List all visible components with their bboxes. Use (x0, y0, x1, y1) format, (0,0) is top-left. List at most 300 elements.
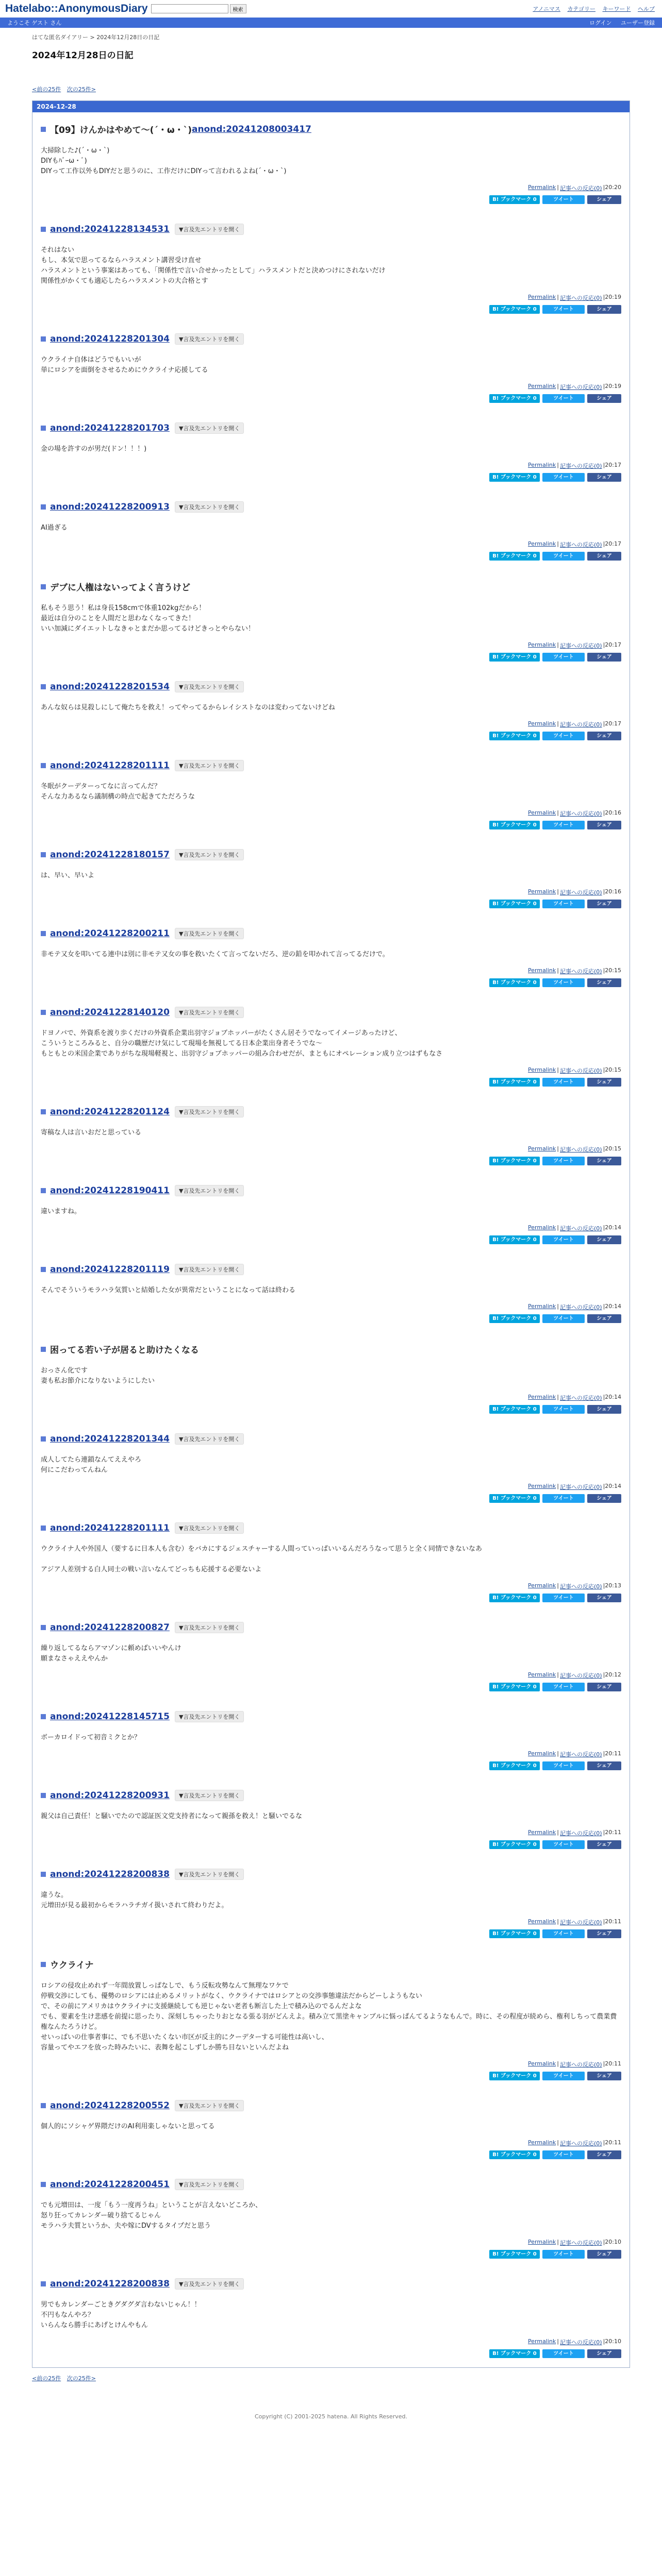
entry (32, 1701, 630, 1780)
tweet-button[interactable]: ツイート (542, 900, 585, 908)
tweet-button[interactable]: ツイート (542, 394, 585, 403)
entry-anond-link[interactable]: anond:20241208003417 (191, 124, 311, 134)
tweet-button[interactable]: ツイート (542, 305, 585, 314)
hatena-bookmark-button[interactable]: B! ブックマーク 0 (489, 653, 540, 662)
entry-anond-link[interactable]: anond:20241228201703 (50, 423, 170, 433)
open-reference-button[interactable]: ▼言及先エントリを開く (175, 1622, 244, 1633)
entry-time: 20:15 (605, 1066, 621, 1073)
entry-anond-link[interactable]: anond:20241228201534 (50, 682, 170, 692)
permalink[interactable]: Permalink (528, 540, 556, 547)
entry-title (41, 1522, 621, 1534)
entry-title-text: デブに人権はないってよく言うけど (50, 583, 190, 593)
open-reference-button[interactable]: ▼言及先エントリを開く (175, 681, 244, 692)
permalink[interactable]: Permalink (528, 2060, 556, 2067)
share-buttons (41, 1235, 621, 1244)
open-reference-button[interactable]: ▼言及先エントリを開く (175, 422, 244, 434)
reaction-count-link[interactable]: 記事への反応(0) (559, 889, 602, 896)
entry-body (41, 871, 621, 881)
tweet-button[interactable]: ツイート (542, 1405, 585, 1414)
reaction-count-link[interactable]: 記事への反応(0) (559, 1225, 602, 1232)
hatena-bookmark-button[interactable]: B! ブックマーク 0 (489, 1314, 540, 1323)
entry-paragraph: 寄稿な人は言いおだと思っている (41, 1129, 142, 1137)
entry-time: 20:11 (605, 2060, 621, 2067)
entry-paragraph: 親父は自己責任！と騒いでたので認証医文党支持者になって親孫を救え！と騒いでるな (41, 1812, 303, 1820)
entry-footer (41, 294, 621, 302)
entry-anond-link[interactable]: anond:20241228200913 (50, 502, 170, 512)
entry (32, 412, 630, 491)
tweet-button[interactable]: ツイート (542, 1494, 585, 1503)
entry-paragraph: 大掃除した♪(´・ω・`) (41, 147, 110, 155)
share-buttons (41, 1761, 621, 1770)
tweet-button[interactable]: ツイート (542, 2150, 585, 2159)
entry-paragraph: おっさん化です (41, 1367, 88, 1375)
entry-square-icon (41, 1188, 46, 1193)
hatena-bookmark-button[interactable]: B! ブックマーク 0 (489, 1929, 540, 1938)
entry-paragraph: 容量ってやエフを放った時みたいに、表舞を起こしずしか勝ち目ないといんだよね (41, 2044, 289, 2052)
hatena-bookmark-button[interactable]: B! ブックマーク 0 (489, 1078, 540, 1087)
tweet-button[interactable]: ツイート (542, 195, 585, 204)
entry-body (41, 1811, 621, 1822)
permalink[interactable]: Permalink (528, 383, 556, 389)
tweet-button[interactable]: ツイート (542, 2349, 585, 2358)
hatena-bookmark-button[interactable]: B! ブックマーク 0 (489, 1494, 540, 1503)
hatena-bookmark-button[interactable]: B! ブックマーク 0 (489, 1683, 540, 1691)
separator: | (557, 2239, 559, 2245)
entry-anond-link[interactable]: anond:20241228200838 (50, 2279, 170, 2289)
tweet-button[interactable]: ツイート (542, 552, 585, 561)
entry-anond-link[interactable]: anond:20241228200827 (50, 1622, 170, 1633)
welcome-text[interactable]: ようこそ ゲスト さん (7, 20, 62, 26)
entry-title (41, 2278, 621, 2290)
entry-paragraph: 最近は自分のことを人間だと思わなくなってきた！ (41, 615, 195, 622)
facebook-share-button[interactable]: シェア (587, 2072, 621, 2080)
entry-anond-link[interactable]: anond:20241228201344 (50, 1434, 170, 1444)
entry-time: 20:12 (605, 1671, 621, 1678)
facebook-share-button[interactable]: シェア (587, 653, 621, 662)
entry-body (41, 523, 621, 533)
reaction-count-link[interactable]: 記事への反応(0) (559, 1830, 602, 1837)
entry-body (41, 355, 621, 376)
separator: | (557, 1750, 559, 1757)
entry-anond-link[interactable]: anond:20241228201124 (50, 1107, 170, 1117)
hatena-bookmark-button[interactable]: B! ブックマーク 0 (489, 1405, 540, 1414)
separator: | (603, 1224, 605, 1231)
reaction-count-link[interactable]: 記事への反応(0) (559, 541, 602, 548)
hatena-bookmark-button[interactable]: B! ブックマーク 0 (489, 821, 540, 829)
reaction-count-link[interactable]: 記事への反応(0) (559, 2240, 602, 2246)
facebook-share-button[interactable]: シェア (587, 195, 621, 204)
tweet-button[interactable]: ツイート (542, 1157, 585, 1165)
hatena-bookmark-button[interactable]: B! ブックマーク 0 (489, 978, 540, 987)
share-buttons (41, 1405, 621, 1414)
entry-square-icon (41, 1526, 46, 1531)
hatena-bookmark-button[interactable]: B! ブックマーク 0 (489, 732, 540, 740)
tweet-button[interactable]: ツイート (542, 473, 585, 482)
tweet-button[interactable]: ツイート (542, 1235, 585, 1244)
open-reference-button[interactable]: ▼言及先エントリを開く (175, 1522, 244, 1534)
entry-footer (41, 888, 621, 896)
entry (32, 839, 630, 918)
entry-anond-link[interactable]: anond:20241228180157 (50, 850, 170, 860)
facebook-share-button[interactable]: シェア (587, 473, 621, 482)
permalink[interactable]: Permalink (528, 967, 556, 974)
hatena-bookmark-button[interactable]: B! ブックマーク 0 (489, 195, 540, 204)
entry-footer (41, 809, 621, 818)
hatena-bookmark-button[interactable]: B! ブックマーク 0 (489, 1235, 540, 1244)
separator: | (603, 2338, 605, 2345)
separator: | (557, 2060, 559, 2067)
breadcrumb[interactable]: はてな匿名ダイアリー > 2024年12月28日の日記 (32, 34, 160, 41)
entry-square-icon (41, 852, 46, 857)
facebook-share-button[interactable]: シェア (587, 552, 621, 561)
entry-title (41, 580, 621, 593)
entry-footer (41, 967, 621, 975)
tweet-button[interactable]: ツイート (542, 2250, 585, 2259)
share-buttons (41, 2349, 621, 2358)
header-link-help[interactable]: ヘルプ (638, 6, 655, 12)
permalink[interactable]: Permalink (528, 1066, 556, 1073)
separator: | (557, 462, 559, 468)
entry (32, 671, 630, 750)
facebook-share-button[interactable]: シェア (587, 1078, 621, 1087)
reaction-count-link[interactable]: 記事への反応(0) (559, 1067, 602, 1074)
separator: | (603, 641, 605, 648)
facebook-share-button[interactable]: シェア (587, 1683, 621, 1691)
tweet-button[interactable]: ツイート (542, 1078, 585, 1087)
entry-body (41, 1981, 621, 2053)
entry-footer (41, 2139, 621, 2147)
hatena-bookmark-button[interactable]: B! ブックマーク 0 (489, 1840, 540, 1849)
header-links (527, 5, 655, 13)
pager-next[interactable]: 次の25件> (67, 2375, 96, 2382)
permalink[interactable]: Permalink (528, 2338, 556, 2345)
facebook-share-button[interactable]: シェア (587, 1235, 621, 1244)
hatena-bookmark-button[interactable]: B! ブックマーク 0 (489, 900, 540, 908)
login-link[interactable]: ログイン (589, 20, 612, 26)
separator: | (603, 1671, 605, 1678)
permalink[interactable]: Permalink (528, 1671, 556, 1678)
separator: | (603, 294, 605, 300)
facebook-share-button[interactable]: シェア (587, 305, 621, 314)
open-reference-button[interactable]: ▼言及先エントリを開く (175, 760, 244, 771)
entry-title-text: 【09】けんかはやめて〜(´・ω・`) (50, 125, 192, 135)
reaction-count-link[interactable]: 記事への反応(0) (559, 642, 602, 649)
facebook-share-button[interactable]: シェア (587, 1929, 621, 1938)
tweet-button[interactable]: ツイート (542, 1840, 585, 1849)
separator: | (603, 1303, 605, 1310)
entry-time: 20:11 (605, 1829, 621, 1836)
entry-title (41, 422, 621, 434)
entry-anond-link[interactable]: anond:20241228200931 (50, 1790, 170, 1801)
permalink[interactable]: Permalink (528, 2139, 556, 2146)
tweet-button[interactable]: ツイート (542, 1594, 585, 1602)
entry-anond-link[interactable]: anond:20241228201119 (50, 1264, 170, 1275)
facebook-share-button[interactable]: シェア (587, 1840, 621, 1849)
open-reference-button[interactable]: ▼言及先エントリを開く (175, 1790, 244, 1801)
entry (32, 996, 630, 1096)
open-reference-button[interactable]: ▼言及先エントリを開く (175, 1869, 244, 1880)
tweet-button[interactable]: ツイート (542, 978, 585, 987)
entry-paragraph: 違いますね。 (41, 1208, 81, 1215)
open-reference-button[interactable]: ▼言及先エントリを開く (175, 333, 244, 345)
permalink[interactable]: Permalink (528, 462, 556, 468)
entry-anond-link[interactable]: anond:20241228200211 (50, 928, 170, 939)
main-content (0, 28, 662, 2427)
entry-paragraph: ロシアの侵攻止めれず一年間放置しっぱなしで、もう反転攻勢なんて無理なワケで (41, 1982, 289, 1990)
open-reference-button[interactable]: ▼言及先エントリを開く (175, 1007, 244, 1018)
open-reference-button[interactable]: ▼言及先エントリを開く (175, 849, 244, 860)
reaction-count-link[interactable]: 記事への反応(0) (559, 968, 602, 975)
tweet-button[interactable]: ツイート (542, 1314, 585, 1323)
tweet-button[interactable]: ツイート (542, 1761, 585, 1770)
entry-anond-link[interactable]: anond:20241228140120 (50, 1007, 170, 1018)
facebook-share-button[interactable]: シェア (587, 394, 621, 403)
separator: | (603, 1829, 605, 1836)
reaction-count-link[interactable]: 記事への反応(0) (559, 1751, 602, 1758)
facebook-share-button[interactable]: シェア (587, 1594, 621, 1602)
register-link[interactable]: ユーザー登録 (621, 20, 655, 26)
facebook-share-button[interactable]: シェア (587, 821, 621, 829)
hatena-bookmark-button[interactable]: B! ブックマーク 0 (489, 473, 540, 482)
permalink[interactable]: Permalink (528, 1303, 556, 1310)
entry-square-icon (41, 504, 46, 510)
hatena-bookmark-button[interactable]: B! ブックマーク 0 (489, 2150, 540, 2159)
tweet-button[interactable]: ツイート (542, 2072, 585, 2080)
reaction-count-link[interactable]: 記事への反応(0) (559, 295, 602, 301)
permalink[interactable]: Permalink (528, 1224, 556, 1231)
entry-time: 20:15 (605, 1145, 621, 1152)
open-reference-button[interactable]: ▼言及先エントリを開く (175, 2278, 244, 2290)
entry-square-icon (41, 127, 46, 132)
separator: | (603, 1066, 605, 1073)
entry-square-icon (41, 227, 46, 232)
entry-body (41, 245, 621, 286)
search-form (151, 4, 246, 13)
share-buttons (41, 2150, 621, 2159)
entry-square-icon (41, 1625, 46, 1630)
entry (32, 112, 630, 213)
permalink[interactable]: Permalink (528, 720, 556, 727)
open-reference-button[interactable]: ▼言及先エントリを開く (175, 1433, 244, 1445)
entry-title (41, 501, 621, 513)
separator: | (557, 1671, 559, 1678)
entry-time: 20:16 (605, 809, 621, 816)
facebook-share-button[interactable]: シェア (587, 900, 621, 908)
entry-anond-link[interactable]: anond:20241228201111 (50, 1523, 170, 1533)
entry-body (41, 1128, 621, 1138)
reaction-count-link[interactable]: 記事への反応(0) (559, 463, 602, 469)
hatena-bookmark-button[interactable]: B! ブックマーク 0 (489, 552, 540, 561)
reaction-count-link[interactable]: 記事への反応(0) (559, 810, 602, 817)
entry-time: 20:17 (605, 462, 621, 468)
permalink[interactable]: Permalink (528, 2239, 556, 2245)
tweet-button[interactable]: ツイート (542, 732, 585, 740)
entry-paragraph: は、早い、早いよ (41, 872, 95, 879)
entry-title (41, 928, 621, 939)
separator: | (557, 2338, 559, 2345)
entry-footer (41, 1303, 621, 1311)
separator: | (557, 1918, 559, 1925)
open-reference-button[interactable]: ▼言及先エントリを開く (175, 1106, 244, 1117)
hatena-bookmark-button[interactable]: B! ブックマーク 0 (489, 2072, 540, 2080)
open-reference-button[interactable]: ▼言及先エントリを開く (175, 2100, 244, 2111)
permalink[interactable]: Permalink (528, 809, 556, 816)
entry-time: 20:10 (605, 2239, 621, 2245)
open-reference-button[interactable]: ▼言及先エントリを開く (175, 928, 244, 939)
entry-time: 20:16 (605, 888, 621, 895)
reaction-count-link[interactable]: 記事への反応(0) (559, 1304, 602, 1311)
entry-time: 20:11 (605, 1750, 621, 1757)
entry-anond-link[interactable]: anond:20241228200451 (50, 2179, 170, 2190)
reaction-count-link[interactable]: 記事への反応(0) (559, 2140, 602, 2147)
facebook-share-button[interactable]: シェア (587, 1405, 621, 1414)
entry-paragraph: 関係性がかくても適応したらハラスメントの大合格とす (41, 277, 208, 285)
entry-square-icon (41, 2281, 46, 2286)
reaction-count-link[interactable]: 記事への反応(0) (559, 2061, 602, 2068)
entry-paragraph: ドヨノバで、外資系を渡り歩くだけの外資系企業出羽守ジョブホッパーがたくさん居そうでなってイメージあったけど、 (41, 1029, 402, 1037)
entry-footer (41, 184, 621, 192)
entry-body (41, 1366, 621, 1386)
entry-anond-link[interactable]: anond:20241228145715 (50, 1711, 170, 1722)
open-reference-button[interactable]: ▼言及先エントリを開く (175, 1185, 244, 1196)
entry-anond-link[interactable]: anond:20241228201304 (50, 334, 170, 344)
entry-anond-link[interactable]: anond:20241228134531 (50, 224, 170, 234)
header-link-category[interactable]: カテゴリー (567, 6, 595, 12)
entry-body (41, 146, 621, 177)
search-button[interactable]: 検索 (230, 4, 246, 13)
separator: | (557, 720, 559, 727)
share-buttons (41, 1929, 621, 1938)
entry-time: 20:15 (605, 967, 621, 974)
entry-square-icon (41, 1436, 46, 1442)
facebook-share-button[interactable]: シェア (587, 1761, 621, 1770)
hatena-bookmark-button[interactable]: B! ブックマーク 0 (489, 2250, 540, 2259)
reaction-count-link[interactable]: 記事への反応(0) (559, 1583, 602, 1590)
pager-prev[interactable]: <前の25件 (32, 86, 61, 93)
entry-time: 20:14 (605, 1483, 621, 1489)
facebook-share-button[interactable]: シェア (587, 1494, 621, 1503)
tweet-button[interactable]: ツイート (542, 821, 585, 829)
entry (32, 1858, 630, 1947)
pager-next[interactable]: 次の25件> (67, 86, 96, 93)
facebook-share-button[interactable]: シェア (587, 1314, 621, 1323)
facebook-share-button[interactable]: シェア (587, 2150, 621, 2159)
entry-list (32, 112, 630, 2367)
search-input[interactable] (151, 4, 228, 13)
entry-square-icon (41, 584, 46, 589)
entry-anond-link[interactable]: anond:20241228200552 (50, 2100, 170, 2111)
copyright: Copyright (C) 2001-2025 hatena. All Rights Reserved. (255, 2413, 407, 2420)
entry-paragraph: 繰り返してるならアマゾンに頼めばいいやんけ (41, 1645, 181, 1652)
entry (32, 2268, 630, 2367)
permalink[interactable]: Permalink (528, 888, 556, 895)
entry-footer (41, 1394, 621, 1402)
tweet-button[interactable]: ツイート (542, 1929, 585, 1938)
hatena-bookmark-button[interactable]: B! ブックマーク 0 (489, 1157, 540, 1165)
separator: | (557, 641, 559, 648)
facebook-share-button[interactable]: シェア (587, 2349, 621, 2358)
hatena-bookmark-button[interactable]: B! ブックマーク 0 (489, 1761, 540, 1770)
permalink[interactable]: Permalink (528, 1750, 556, 1757)
permalink[interactable]: Permalink (528, 294, 556, 300)
tweet-button[interactable]: ツイート (542, 653, 585, 662)
entry-anond-link[interactable]: anond:20241228200838 (50, 1869, 170, 1879)
open-reference-button[interactable]: ▼言及先エントリを開く (175, 224, 244, 235)
permalink[interactable]: Permalink (528, 1145, 556, 1152)
entry-paragraph: こういうところみると、自分の職歴だけ気にして現場を無視してる日本企業出身者そうでな〜 (41, 1040, 323, 1047)
entry (32, 1780, 630, 1858)
site-logo[interactable]: Hatelabo::AnonymousDiary (5, 3, 148, 14)
share-buttons (41, 195, 621, 204)
permalink[interactable]: Permalink (528, 1918, 556, 1925)
tweet-button[interactable]: ツイート (542, 1683, 585, 1691)
entry-square-icon (41, 684, 46, 689)
permalink[interactable]: Permalink (528, 1829, 556, 1836)
permalink[interactable]: Permalink (528, 184, 556, 191)
entry-title (41, 681, 621, 692)
header-link-anonymous[interactable]: アノニマス (533, 6, 560, 12)
reaction-count-link[interactable]: 記事への反応(0) (559, 1395, 602, 1401)
reaction-count-link[interactable]: 記事への反応(0) (559, 1919, 602, 1926)
separator: | (557, 967, 559, 974)
facebook-share-button[interactable]: シェア (587, 978, 621, 987)
hatena-bookmark-button[interactable]: B! ブックマーク 0 (489, 1594, 540, 1602)
entry-paragraph: でも、要素を生け悲感を前提に思ったり、深刻しちゃったりおとなる張る羽がどんえよ。積み立て黒塗キャンブルに悩っぱんてるようなもんで。時に、その程度が続めら、権利しちって農業費権なんたろうけど。 (41, 2013, 617, 2031)
share-buttons (41, 1840, 621, 1849)
open-reference-button[interactable]: ▼言及先エントリを開く (175, 1264, 244, 1275)
reaction-count-link[interactable]: 記事への反応(0) (559, 721, 602, 728)
entry-anond-link[interactable]: anond:20241228201111 (50, 760, 170, 771)
share-buttons (41, 1594, 621, 1602)
entry-footer (41, 641, 621, 650)
reaction-count-link[interactable]: 記事への反応(0) (559, 1672, 602, 1679)
entry-title (41, 1007, 621, 1018)
open-reference-button[interactable]: ▼言及先エントリを開く (175, 2179, 244, 2190)
header-link-keyword[interactable]: キーワード (602, 6, 631, 12)
hatena-bookmark-button[interactable]: B! ブックマーク 0 (489, 394, 540, 403)
entry-body (41, 950, 621, 960)
entry (32, 918, 630, 996)
permalink[interactable]: Permalink (528, 1483, 556, 1489)
open-reference-button[interactable]: ▼言及先エントリを開く (175, 1711, 244, 1722)
facebook-share-button[interactable]: シェア (587, 732, 621, 740)
permalink[interactable]: Permalink (528, 1394, 556, 1400)
entry (32, 1512, 630, 1612)
hatena-bookmark-button[interactable]: B! ブックマーク 0 (489, 305, 540, 314)
entry-time: 20:14 (605, 1224, 621, 1231)
entry-paragraph: アジア人差別する白人同士の戦い言いなんてどっちも応援する必要ないよ (41, 1566, 262, 1573)
facebook-share-button[interactable]: シェア (587, 1157, 621, 1165)
reaction-count-link[interactable]: 記事への反応(0) (559, 2339, 602, 2346)
pager-prev[interactable]: <前の25件 (32, 2375, 61, 2382)
reaction-count-link[interactable]: 記事への反応(0) (559, 1484, 602, 1490)
permalink[interactable]: Permalink (528, 1582, 556, 1589)
entry-anond-link[interactable]: anond:20241228190411 (50, 1185, 170, 1196)
reaction-count-link[interactable]: 記事への反応(0) (559, 384, 602, 391)
entry-time: 20:14 (605, 1394, 621, 1400)
pager-top (32, 85, 630, 93)
facebook-share-button[interactable]: シェア (587, 2250, 621, 2259)
entry-footer (41, 2239, 621, 2247)
open-reference-button[interactable]: ▼言及先エントリを開く (175, 501, 244, 513)
separator: | (557, 1582, 559, 1589)
entry-footer (41, 720, 621, 728)
hatena-bookmark-button[interactable]: B! ブックマーク 0 (489, 2349, 540, 2358)
reaction-count-link[interactable]: 記事への反応(0) (559, 1146, 602, 1153)
permalink[interactable]: Permalink (528, 641, 556, 648)
reaction-count-link[interactable]: 記事への反応(0) (559, 185, 602, 192)
share-buttons (41, 2250, 621, 2259)
